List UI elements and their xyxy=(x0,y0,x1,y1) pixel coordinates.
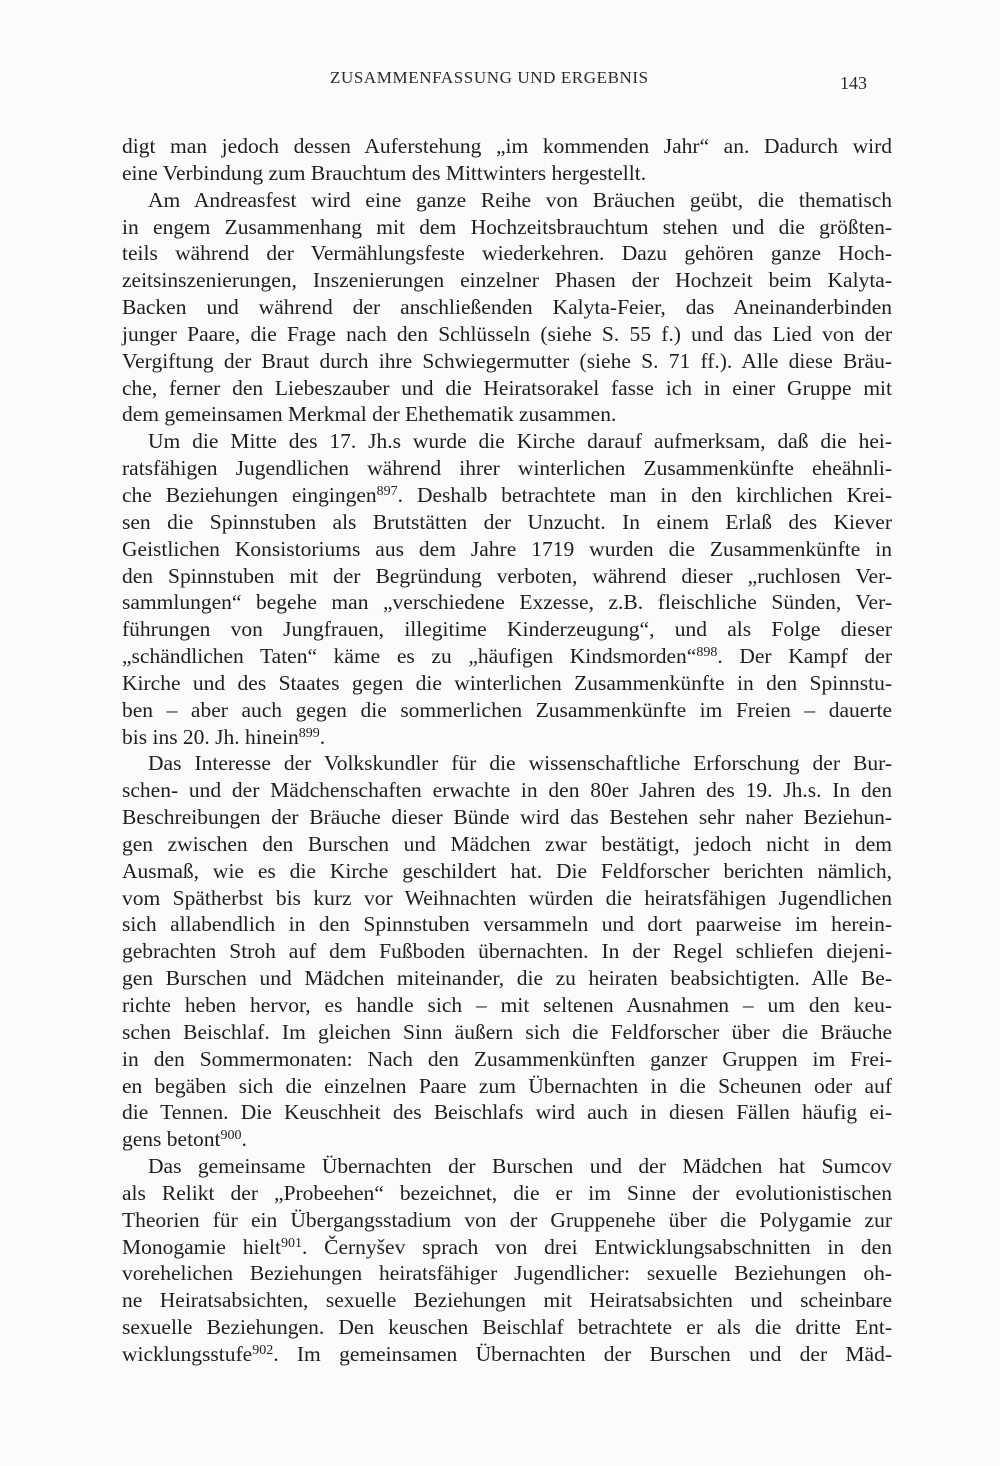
text-line xyxy=(122,1341,892,1368)
text-line-content: gens betont xyxy=(122,1127,221,1152)
text-line-continuation: . xyxy=(319,724,326,749)
text-line-content: Das Interesse der Volkskundler für die wissenschaftliche Erforschung der Bur- xyxy=(148,751,892,776)
text-line-content: Um die Mitte des 17. Jh.s wurde die Kirche darauf aufmerksam, daß die hei- xyxy=(148,429,892,454)
text-line xyxy=(122,750,892,777)
text-line-content: die Tennen. Die Keuschheit des Beischlafs wird auch in diesen Fällen häufig ei- xyxy=(122,1100,892,1125)
text-line xyxy=(122,509,892,536)
text-line xyxy=(122,724,892,751)
text-line xyxy=(122,160,892,187)
text-line xyxy=(122,294,892,321)
text-line-content: ratsfähigen Jugendlichen während ihrer winterlichen Zusammenkünfte eheähnli- xyxy=(122,456,892,481)
text-line-content: eine Verbindung zum Brauchtum des Mittwinters hergestellt. xyxy=(122,160,647,185)
text-line xyxy=(122,965,892,992)
text-line xyxy=(122,348,892,375)
text-line-content: Backen und während der anschließenden Kalyta-Feier, das Aneinanderbinden xyxy=(122,295,892,320)
text-line-content: gen Burschen und Mädchen miteinander, die zu heiraten beabsichtigten. Alle Be- xyxy=(122,966,892,991)
running-head: ZUSAMMENFASSUNG UND ERGEBNIS xyxy=(330,68,649,87)
text-line-content: führungen von Jungfrauen, illegitime Kinderzeugung“, und als Folge dieser xyxy=(122,617,892,642)
text-line xyxy=(122,267,892,294)
text-line xyxy=(122,428,892,455)
text-line xyxy=(122,1126,892,1153)
text-line xyxy=(122,240,892,267)
text-line xyxy=(122,1180,892,1207)
text-line xyxy=(122,536,892,563)
text-line-content: Monogamie hielt xyxy=(122,1234,281,1259)
text-line-content: che, ferner den Liebeszauber und die Heiratsorakel fasse ich in einer Gruppe mit xyxy=(122,375,892,400)
text-line xyxy=(122,455,892,482)
text-line-content: digt man jedoch dessen Auferstehung „im kommenden Jahr“ an. Dadurch wird xyxy=(122,134,892,158)
text-line xyxy=(122,1019,892,1046)
text-line-content: ben – aber auch gegen die sommerlichen Zusammenkünfte im Freien – dauerte xyxy=(122,697,892,722)
footnote-marker: 900 xyxy=(220,1128,242,1144)
body-text xyxy=(122,133,892,1368)
text-line xyxy=(122,1234,892,1261)
text-line-content: Das gemeinsame Übernachten der Burschen und der Mädchen hat Sumcov xyxy=(148,1154,892,1179)
text-line xyxy=(122,1207,892,1234)
text-line xyxy=(122,670,892,697)
text-line xyxy=(122,938,892,965)
footnote-marker: 901 xyxy=(280,1235,302,1251)
text-line xyxy=(122,1287,892,1314)
text-line-content: zeitsinszenierungen, Inszenierungen einzelner Phasen der Hochzeit beim Kalyta- xyxy=(122,268,892,293)
text-line xyxy=(122,1073,892,1100)
text-line xyxy=(122,911,892,938)
text-line xyxy=(122,1099,892,1126)
text-line-content: wicklungsstufe xyxy=(122,1341,253,1366)
text-line xyxy=(122,482,892,509)
text-line-content: Geistlichen Konsistoriums aus dem Jahre 1719 wurden die Zusammenkünfte in xyxy=(122,536,892,561)
text-line-content: in engem Zusammenhang mit dem Hochzeitsbrauchtum stehen und die größten- xyxy=(122,214,892,239)
text-line-continuation: . xyxy=(241,1127,247,1152)
text-line-content: gebrachten Stroh auf dem Fußboden übernachten. In der Regel schliefen diejeni- xyxy=(122,939,892,964)
text-line xyxy=(122,375,892,402)
text-line xyxy=(122,831,892,858)
text-line xyxy=(122,1314,892,1341)
text-line xyxy=(122,804,892,831)
text-line-content: richte heben hervor, es handle sich – mit seltenen Ausnahmen – um den keu- xyxy=(122,993,892,1017)
text-line-content: ne Heiratsabsichten, sexuelle Beziehungen mit Heiratsabsichten und scheinbare xyxy=(122,1288,892,1313)
text-line xyxy=(122,187,892,214)
text-line xyxy=(122,992,892,1019)
text-line-content: che Beziehungen eingingen xyxy=(122,482,377,507)
text-line-content: schen Beischlaf. Im gleichen Sinn äußern sich die Feldforscher über die Bräuche xyxy=(122,1019,892,1044)
text-line-continuation: . Černyšev sprach von drei Entwicklungsabschnitten in den xyxy=(301,1234,892,1259)
text-line-content: sammlungen“ begehe man „verschiedene Exzesse, z.B. fleischliche Sünden, Ver- xyxy=(122,590,892,615)
text-line-content: in den Sommermonaten: Nach den Zusammenkünften ganzer Gruppen im Frei- xyxy=(122,1046,892,1071)
text-line-continuation: . Deshalb betrachtete man in den kirchlichen Krei- xyxy=(397,482,892,507)
text-line xyxy=(122,777,892,804)
text-line xyxy=(122,858,892,885)
text-line-content: Kirche und des Staates gegen die winterlichen Zusammenkünfte in den Spinnstu- xyxy=(122,670,892,695)
text-line-content: gen zwischen den Burschen und Mädchen zwar bestätigt, jedoch nicht in dem xyxy=(122,831,892,856)
text-line-continuation: . Der Kampf der xyxy=(717,644,893,669)
text-line-content: schen- und der Mädchenschaften erwachte in den 80er Jahren des 19. Jh.s. In den xyxy=(122,778,892,803)
text-line xyxy=(122,133,892,160)
footnote-marker: 897 xyxy=(376,483,398,499)
text-line xyxy=(122,589,892,616)
text-line-content: en begäben sich die einzelnen Paare zum Übernachten in die Scheunen oder auf xyxy=(122,1073,892,1098)
text-line-content: als Relikt der „Probeehen“ bezeichnet, die er im Sinne der evolutionistischen xyxy=(122,1180,892,1205)
text-line xyxy=(122,1046,892,1073)
text-line-content: den Spinnstuben mit der Begründung verboten, während dieser „ruchlosen Ver- xyxy=(122,563,892,588)
text-line xyxy=(122,1260,892,1287)
text-line-content: „schändlichen Taten“ käme es zu „häufigen Kindsmorden“ xyxy=(122,644,697,669)
text-line xyxy=(122,697,892,724)
text-line-continuation: . Im gemeinsamen Übernachten der Burschen und der Mäd- xyxy=(273,1341,892,1366)
text-line-content: Am Andreasfest wird eine ganze Reihe von Bräuchen geübt, die thematisch xyxy=(148,187,892,212)
text-line xyxy=(122,1153,892,1180)
text-line xyxy=(122,563,892,590)
text-line-content: sich allabendlich in den Spinnstuben versammeln und dort paarweise im herein- xyxy=(122,912,892,937)
text-line-content: Vergiftung der Braut durch ihre Schwiegermutter (siehe S. 71 ff.). Alle diese Bräu- xyxy=(122,348,892,373)
text-line-content: Ausmaß, wie es die Kirche geschildert hat. Die Feldforscher berichten nämlich, xyxy=(122,858,892,883)
text-line-content: junger Paare, die Frage nach den Schlüsseln (siehe S. 55 f.) und das Lied von der xyxy=(122,321,892,346)
text-line-content: bis ins 20. Jh. hinein xyxy=(122,724,299,749)
text-line-content: Theorien für ein Übergangsstadium von der Gruppenehe über die Polygamie zur xyxy=(122,1207,892,1232)
page-number: 143 xyxy=(840,73,867,93)
text-line xyxy=(122,885,892,912)
text-line xyxy=(122,214,892,241)
text-line-content: Beschreibungen der Bräuche dieser Bünde wird das Bestehen sehr naher Beziehun- xyxy=(122,805,892,830)
text-line xyxy=(122,643,892,670)
text-line xyxy=(122,401,892,428)
text-line-content: vorehelichen Beziehungen heiratsfähiger Jugendlicher: sexuelle Beziehungen oh- xyxy=(122,1261,892,1286)
footnote-marker: 898 xyxy=(696,645,718,661)
text-line-content: sexuelle Beziehungen. Den keuschen Beischlaf betrachtete er als die dritte Ent- xyxy=(122,1315,892,1340)
footnote-marker: 902 xyxy=(252,1342,274,1358)
text-line xyxy=(122,616,892,643)
text-line-content: vom Spätherbst bis kurz vor Weihnachten würden die heiratsfähigen Jugendlichen xyxy=(122,885,892,910)
text-line-content: dem gemeinsamen Merkmal der Ehethematik zusammen. xyxy=(122,402,617,427)
text-line xyxy=(122,321,892,348)
footnote-marker: 899 xyxy=(298,725,320,741)
text-line-content: sen die Spinnstuben als Brutstätten der Unzucht. In einem Erlaß des Kiever xyxy=(122,509,892,534)
text-line-content: teils während der Vermählungsfeste wiederkehren. Dazu gehören ganze Hoch- xyxy=(122,241,892,266)
